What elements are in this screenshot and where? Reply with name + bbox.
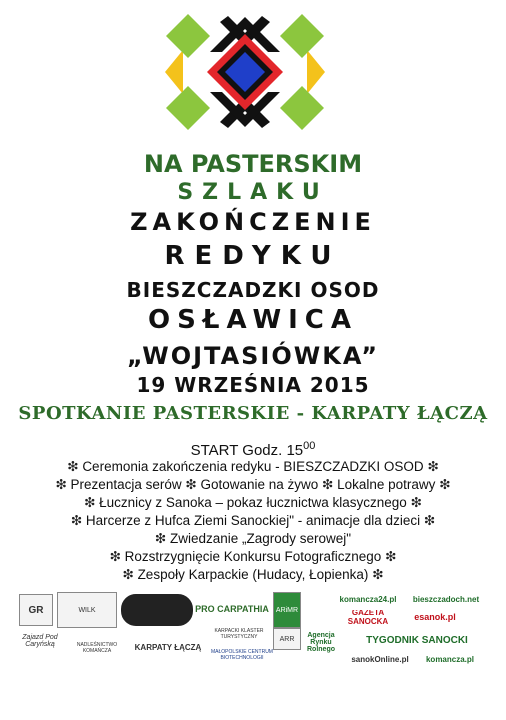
star-icon: ❇ (122, 567, 134, 582)
festival-logo (150, 2, 340, 142)
title-line-3: ZAKOŃCZENIE (130, 208, 376, 236)
program-line-2 (0, 476, 506, 494)
sponsor-logo-tygodnik-sanocki: TYGODNIK SANOCKI (366, 634, 468, 646)
program-line-5 (0, 530, 506, 548)
program-item: Rozstrzygnięcie Konkursu Fotograficznego (124, 549, 382, 564)
sponsor-logo-agencja-rynku-rolnego: Agencja Rynku Rolnego (307, 631, 335, 653)
star-icon: ❇ (427, 459, 439, 474)
sponsor-logo-arimr: ARiMR (273, 592, 301, 628)
program-line-4 (0, 512, 506, 530)
program-item: Lokalne potrawy (337, 477, 436, 492)
sponsor-logo-procarpathia: PRO CARPATHIA (195, 604, 269, 614)
sponsor-logo-komancza: komancza.pl (425, 654, 474, 664)
start-label: START Godz. (190, 442, 283, 459)
sponsor-logo-sanokonline: sanokOnline.pl (351, 654, 409, 664)
sponsor-logo-round (301, 592, 331, 626)
title-line-4: REDYKU (164, 241, 342, 271)
program-item: Harcerze z Hufca Ziemi Sanockiej" - animacje dla dzieci (85, 513, 421, 528)
sponsor-logo-esanok: esanok.pl (414, 612, 456, 622)
program-item: Gotowanie na żywo (200, 477, 319, 492)
start-hour: 15 (286, 442, 304, 459)
star-icon: ❇ (84, 495, 96, 510)
start-time (0, 437, 506, 460)
program-line-1 (0, 458, 506, 476)
sponsor-logo-mcb: MAŁOPOLSKIE CENTRUM BIOTECHNOLOGII (211, 649, 273, 661)
program-item: Zespoły Karpackie (Hudacy, Łopienka) (137, 567, 369, 582)
star-icon: ❇ (439, 477, 451, 492)
title-line-5: BIESZCZADZKI OSOD (126, 278, 380, 302)
sponsor-logo-nadlesnictwo: NADLEŚNICTWO KOMAŃCZA (76, 642, 118, 654)
star-icon: ❇ (322, 477, 334, 492)
sponsor-logo-klaster: KARPACKI KLASTER TURYSTYCZNY (214, 628, 264, 640)
sponsor-logo-karpaty-lacza: KARPATY ŁĄCZĄ (134, 642, 202, 652)
program-item: Ceremonia zakończenia redyku - BIESZCZADZKI OSOD (82, 459, 424, 474)
start-minutes: 00 (303, 440, 316, 452)
star-icon: ❇ (185, 477, 197, 492)
sponsor-logo-bieszczadoch: bieszczadoch.net (412, 594, 480, 604)
sponsor-logo-arr: ARR (273, 628, 301, 650)
event-subtitle: SPOTKANIE PASTERSKIE - KARPATY ŁĄCZĄ (18, 403, 488, 424)
star-icon: ❇ (385, 549, 397, 564)
event-date: 19 WRZEŚNIA 2015 (136, 373, 370, 397)
star-icon: ❇ (410, 495, 422, 510)
star-icon: ❇ (154, 531, 167, 546)
program-line-3 (0, 494, 506, 512)
sponsor-logo-badge (121, 594, 193, 626)
sponsor-logo-wilk: WILK (57, 592, 117, 628)
star-icon: ❇ (423, 513, 436, 528)
star-icon: ❇ (372, 567, 384, 582)
program-item: Łucznicy z Sanoka – pokaz łucznictwa klasycznego (99, 495, 407, 510)
star-icon: ❇ (55, 477, 67, 492)
sponsor-logo-gazeta-sanocka: GAZETA SANOCKA (347, 610, 389, 624)
title-line-2: SZLAKU (177, 180, 329, 205)
program-line-6 (0, 548, 506, 566)
sponsor-logo-komancza24: komancza24.pl (339, 594, 397, 604)
star-icon: ❇ (67, 459, 79, 474)
sponsor-logos (15, 588, 491, 676)
program-item: Prezentacja serów (70, 477, 182, 492)
sponsor-logo-zajazd: Zajazd Pod Caryńską (22, 634, 58, 648)
program-line-7 (0, 566, 506, 584)
sponsor-logo-gr: GR (19, 594, 53, 626)
star-icon: ❇ (109, 549, 121, 564)
program-item: Zwiedzanie „Zagrody serowej" (169, 531, 352, 546)
star-icon: ❇ (70, 513, 83, 528)
title-line-1: NA PASTERSKIM (143, 150, 363, 178)
title-line-6: OSŁAWICA (147, 305, 359, 335)
title-line-7: „WOJTASIÓWKA” (127, 342, 379, 370)
